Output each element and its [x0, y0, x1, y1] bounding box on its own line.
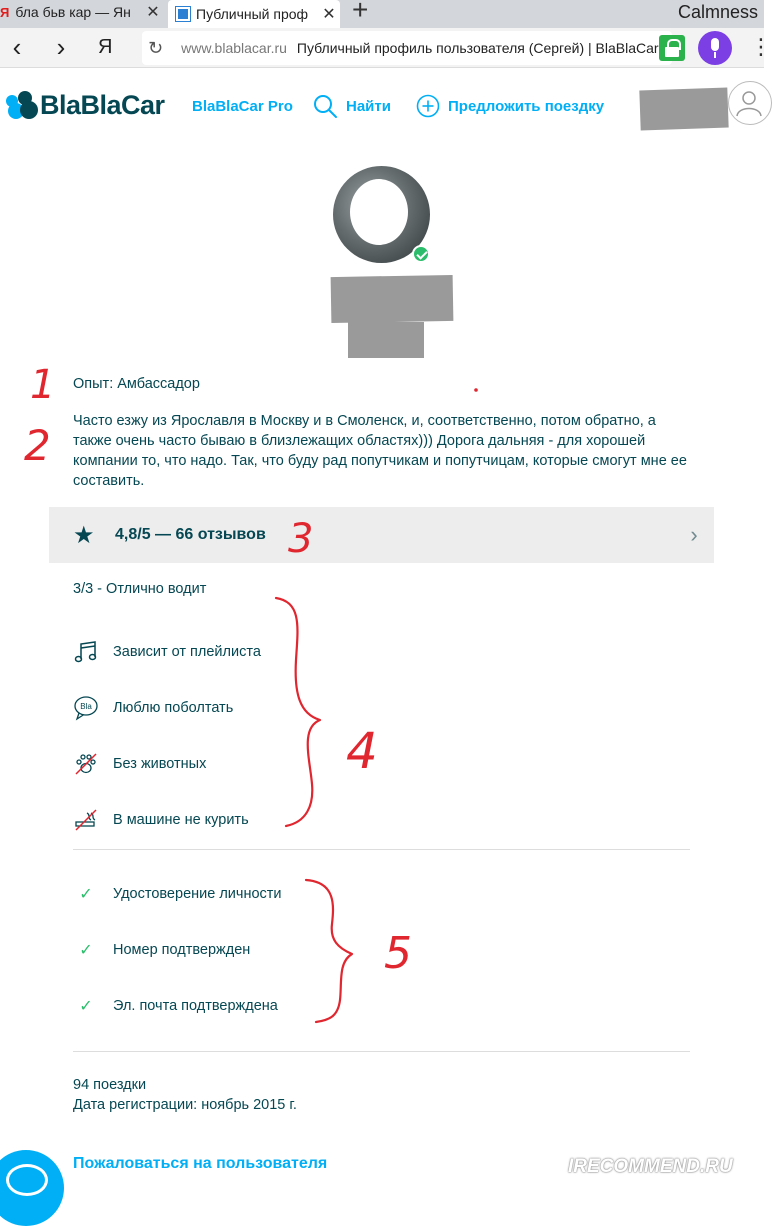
offer-ride-link[interactable]: Предложить поездку	[448, 98, 605, 115]
rating-text: 4,8/5 — 66 отзывов	[115, 526, 266, 543]
annotation-mark-2: 2	[24, 421, 51, 470]
registration-date: Дата регистрации: ноябрь 2015 г.	[73, 1097, 297, 1113]
preference-label: Без животных	[113, 756, 207, 772]
verification-label: Удостоверение личности	[113, 886, 282, 902]
preference-label: В машине не курить	[113, 812, 249, 828]
no-smoking-icon	[73, 807, 99, 833]
search-icon[interactable]	[313, 94, 337, 118]
profile-bio: Часто езжу из Ярославля в Москву и в Смоленск, и, соответственно, потом обратно, а также очень часто бываю в близлежащих областях))) Дорога дальняя - для хорошей компании то, что надо. Так, что буду рад попутчикам и попутчицам, которые смогут мне ее составить.	[73, 413, 687, 489]
site-header	[0, 68, 764, 148]
yandex-button[interactable]: Я	[98, 36, 113, 58]
divider	[73, 1051, 690, 1052]
find-link[interactable]: Найти	[346, 98, 391, 115]
redacted-face	[350, 179, 408, 245]
url-domain: www.blablacar.ru	[181, 40, 287, 56]
tab-title: бла бьв кар — Ян	[15, 4, 131, 20]
annotation-mark-3: 3	[288, 516, 314, 562]
driving-skill: 3/3 - Отлично водит	[73, 581, 207, 597]
preference-label: Люблю поболтать	[113, 700, 234, 716]
preference-smoking	[73, 805, 249, 835]
experience-level: Опыт: Амбассадор	[73, 376, 200, 392]
rating-reviews-row[interactable]	[49, 507, 714, 563]
user-avatar-icon[interactable]	[728, 81, 772, 125]
member-stats	[73, 1075, 297, 1115]
redacted-name	[331, 275, 454, 323]
chat-bla-icon	[73, 695, 99, 721]
address-bar	[0, 28, 772, 68]
verification-email	[73, 991, 278, 1021]
preference-label: Зависит от плейлиста	[113, 644, 261, 660]
check-icon: ✓	[79, 998, 93, 1015]
annotation-mark-5: 5	[384, 928, 412, 979]
music-icon	[73, 639, 99, 665]
redacted-age	[348, 322, 424, 358]
watermark: IRECOMMEND.RU	[568, 1156, 733, 1177]
plus-circle-icon[interactable]	[416, 94, 440, 118]
microphone-icon[interactable]	[698, 31, 732, 65]
trips-count: 94 поездки	[73, 1077, 147, 1093]
star-icon: ★	[73, 521, 95, 549]
svg-text:Bla: Bla	[80, 702, 92, 711]
browser-tab-bar	[0, 0, 764, 28]
more-menu-icon[interactable]: ⋮	[750, 34, 772, 59]
verification-label: Эл. почта подтверждена	[113, 998, 278, 1014]
no-pets-icon	[73, 751, 99, 777]
lock-icon[interactable]	[659, 35, 685, 61]
verification-id	[73, 879, 282, 909]
chevron-right-icon: ›	[690, 522, 698, 547]
divider	[73, 849, 690, 850]
browser-tab-profile[interactable]	[168, 0, 340, 28]
close-tab-icon[interactable]: ✕	[322, 6, 336, 23]
logo-text: BlaBlaCar	[40, 90, 165, 120]
check-icon: ✓	[79, 886, 93, 903]
yandex-favicon-icon: Я	[0, 5, 10, 20]
logo-mark-icon	[6, 91, 38, 121]
verification-phone	[73, 935, 250, 965]
blablacar-logo[interactable]	[6, 90, 165, 121]
preference-chat	[73, 693, 233, 723]
url-page-title: Публичный профиль пользователя (Сергей) | BlaBlaCar	[296, 40, 659, 56]
blablacar-favicon-icon	[176, 7, 190, 21]
annotation-mark-1: 1	[30, 362, 56, 408]
tab-title: Публичный проф	[196, 6, 309, 22]
browser-tab-search[interactable]	[0, 0, 164, 24]
preference-music	[73, 637, 261, 667]
chat-bubble-icon[interactable]	[0, 1150, 64, 1226]
status-label: Calmness	[677, 2, 758, 22]
preference-pets	[73, 749, 206, 779]
check-icon: ✓	[79, 942, 93, 959]
annotation-mark-4: 4	[346, 722, 378, 780]
new-tab-icon[interactable]: +	[352, 0, 369, 25]
reload-icon[interactable]: ↻	[148, 37, 164, 58]
url-field[interactable]	[142, 31, 672, 65]
close-tab-icon[interactable]: ✕	[146, 4, 160, 21]
redacted-username	[639, 87, 728, 130]
report-user-link[interactable]: Пожаловаться на пользователя	[73, 1155, 328, 1172]
back-icon[interactable]: ‹	[12, 32, 22, 62]
verified-badge-icon	[412, 245, 430, 263]
verification-label: Номер подтвержден	[113, 942, 251, 958]
person-icon	[729, 82, 773, 126]
blablacar-pro-link[interactable]: BlaBlaCar Pro	[192, 98, 293, 115]
forward-icon[interactable]: ›	[56, 32, 66, 62]
